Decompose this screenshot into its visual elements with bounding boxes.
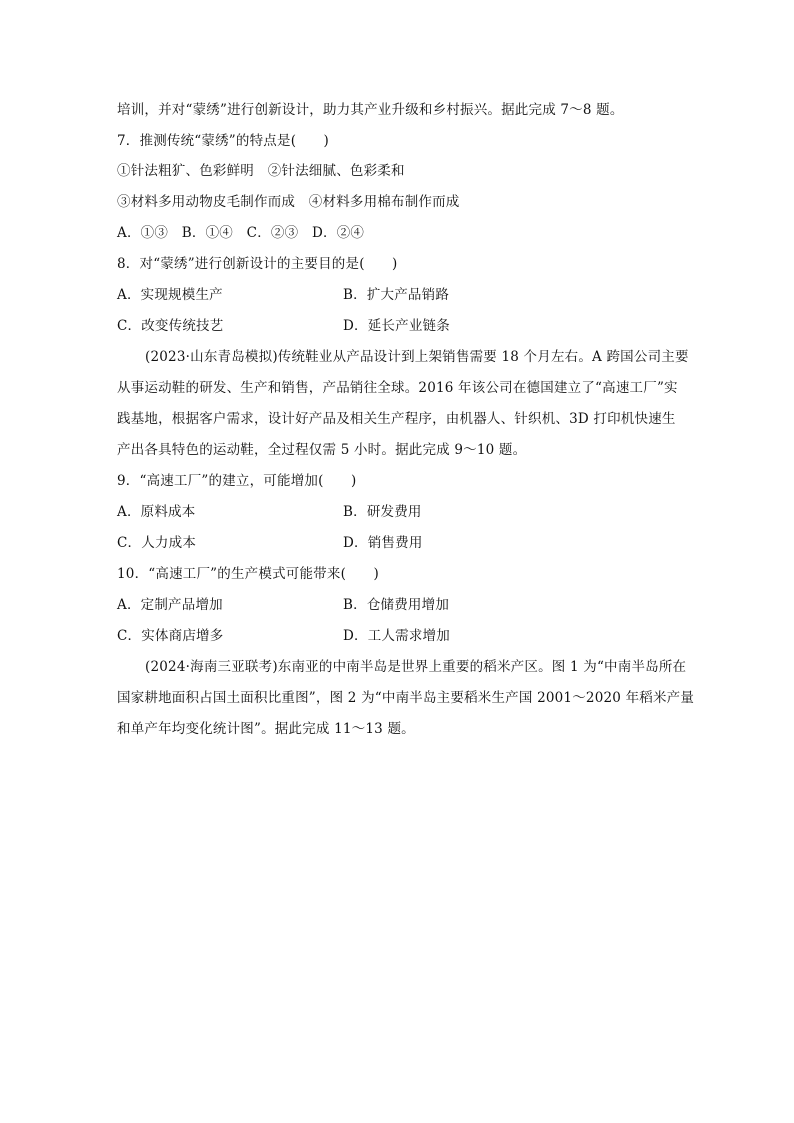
passage3-line2: 国家耕地面积占国土面积比重图”，图 2 为“中南半岛主要稻米生产国 2001～2020 年稻米产量 — [117, 690, 695, 706]
question-10-stem: 10．“高速工厂”的生产模式可能带来( ) — [117, 566, 379, 582]
passage3-line3: 和单产年均变化统计图”。据此完成 11～13 题。 — [117, 721, 415, 737]
question-10-option-b: B．仓储费用增加 — [343, 597, 450, 613]
question-7-options: A．①③ B．①④ C．②③ D．②④ — [117, 225, 365, 241]
question-7-stem: 7．推测传统“蒙绣”的特点是( ) — [117, 133, 330, 149]
passage3-line1: (2024·海南三亚联考)东南亚的中南半岛是世界上重要的稻米产区。图 1 为“中南半岛所在 — [145, 659, 687, 675]
question-9-option-c: C．人力成本 — [117, 535, 197, 551]
question-10-option-d: D．工人需求增加 — [343, 628, 450, 644]
question-7-items-1: ①针法粗犷、色彩鲜明 ②针法细腻、色彩柔和 — [117, 163, 405, 179]
passage2-line4: 产出各具特色的运动鞋，全过程仅需 5 小时。据此完成 9～10 题。 — [117, 442, 527, 458]
passage2-line3: 践基地，根据客户需求，设计好产品及相关生产程序，由机器人、针织机、3D 打印机快速生 — [117, 411, 676, 427]
passage2-line1: (2023·山东青岛模拟)传统鞋业从产品设计到上架销售需要 18 个月左右。A 跨国公司主要 — [145, 349, 689, 365]
question-9-option-b: B．研发费用 — [343, 504, 422, 520]
passage2-line2: 从事运动鞋的研发、生产和销售，产品销往全球。2016 年该公司在德国建立了“高速工厂”实 — [117, 380, 678, 396]
question-10-option-a: A．定制产品增加 — [117, 597, 223, 613]
question-10-option-c: C．实体商店增多 — [117, 628, 224, 644]
passage1-tail: 培训，并对“蒙绣”进行创新设计，助力其产业升级和乡村振兴。据此完成 7～8 题。 — [117, 102, 624, 118]
question-7-items-2: ③材料多用动物皮毛制作而成 ④材料多用棉布制作而成 — [117, 194, 460, 210]
question-9-option-d: D．销售费用 — [343, 535, 423, 551]
question-9-option-a: A．原料成本 — [117, 504, 196, 520]
question-8-option-b: B．扩大产品销路 — [343, 287, 450, 303]
question-8-option-a: A．实现规模生产 — [117, 287, 223, 303]
question-8-option-c: C．改变传统技艺 — [117, 318, 224, 334]
question-8-stem: 8．对“蒙绣”进行创新设计的主要目的是( ) — [117, 256, 398, 272]
question-9-stem: 9．“高速工厂”的建立，可能增加( ) — [117, 473, 357, 489]
question-8-option-d: D．延长产业链条 — [343, 318, 450, 334]
